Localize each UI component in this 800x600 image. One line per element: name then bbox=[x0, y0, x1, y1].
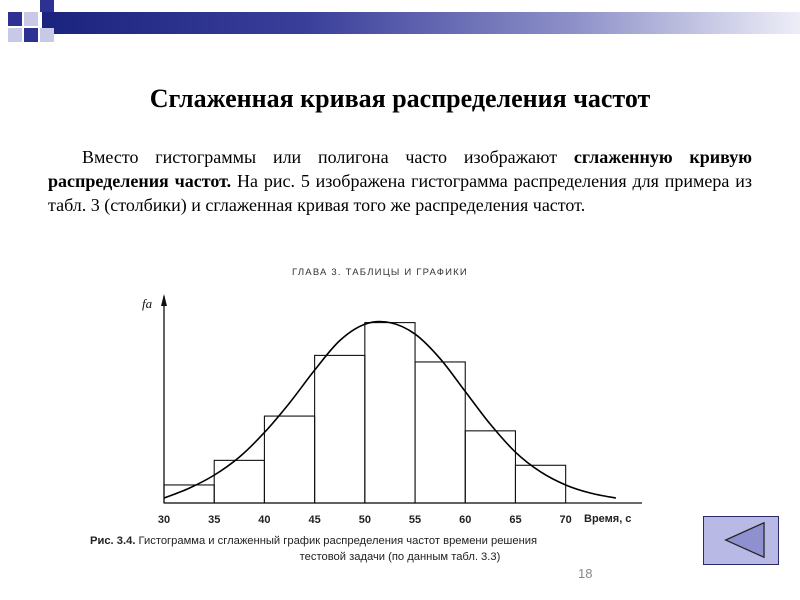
y-axis-arrow bbox=[161, 294, 167, 306]
figure-caption-line1 bbox=[90, 535, 537, 547]
histogram-figure bbox=[80, 262, 700, 582]
decor-square bbox=[24, 28, 38, 42]
histogram-bar bbox=[465, 431, 515, 503]
decor-square bbox=[40, 0, 54, 12]
page-number: 18 bbox=[578, 566, 593, 581]
x-axis-label: Время, с bbox=[584, 513, 632, 525]
paragraph-tail: На рис. 5 изображена гистограмма распределения для примера из табл. 3 (столбики) и сглаженная кривая того же распределения частот. bbox=[48, 171, 753, 215]
triangle-left-icon bbox=[704, 517, 778, 564]
histogram-bar bbox=[315, 355, 365, 503]
paragraph-lead: Вместо гистограммы или полигона часто изображают bbox=[82, 147, 574, 167]
x-tick-label: 35 bbox=[208, 514, 221, 526]
x-tick-label: 50 bbox=[358, 514, 371, 526]
x-tick-label: 55 bbox=[408, 514, 422, 526]
decor-square bbox=[24, 12, 38, 26]
slide-title: Сглаженная кривая распределения частот bbox=[149, 84, 651, 113]
decor-square bbox=[8, 12, 22, 26]
histogram-bar bbox=[214, 460, 264, 503]
x-tick-label: 65 bbox=[509, 514, 522, 526]
x-tick-label: 70 bbox=[559, 514, 572, 526]
paragraph-bold-term: сглаженную кривую распределения частот. bbox=[48, 147, 752, 191]
x-tick-label: 30 bbox=[157, 514, 171, 526]
decor-square bbox=[40, 28, 54, 42]
histogram-bar bbox=[365, 323, 415, 503]
histogram-bar bbox=[415, 362, 465, 503]
x-tick-label: 45 bbox=[308, 514, 321, 526]
back-nav-button[interactable] bbox=[703, 516, 779, 565]
x-tick-label: 40 bbox=[258, 514, 271, 526]
smoothed-frequency-curve bbox=[164, 322, 616, 498]
y-axis-label: fa bbox=[142, 296, 153, 311]
decor-square bbox=[8, 28, 22, 42]
x-tick-label: 60 bbox=[459, 514, 472, 526]
histogram-bar bbox=[264, 416, 314, 503]
figure-header: ГЛАВА 3. ТАБЛИЦЫ И ГРАФИКИ bbox=[292, 267, 468, 278]
figure-caption-line2: тестовой задачи (по данным табл. 3.3) bbox=[299, 551, 501, 563]
slide-paragraph bbox=[48, 145, 752, 217]
figure-caption-text: Гистограмма и сглаженный график распределения частот времени решения bbox=[135, 535, 538, 547]
title-bar-decoration bbox=[42, 12, 800, 34]
figure-caption-bold: Рис. 3.4. bbox=[90, 535, 136, 547]
